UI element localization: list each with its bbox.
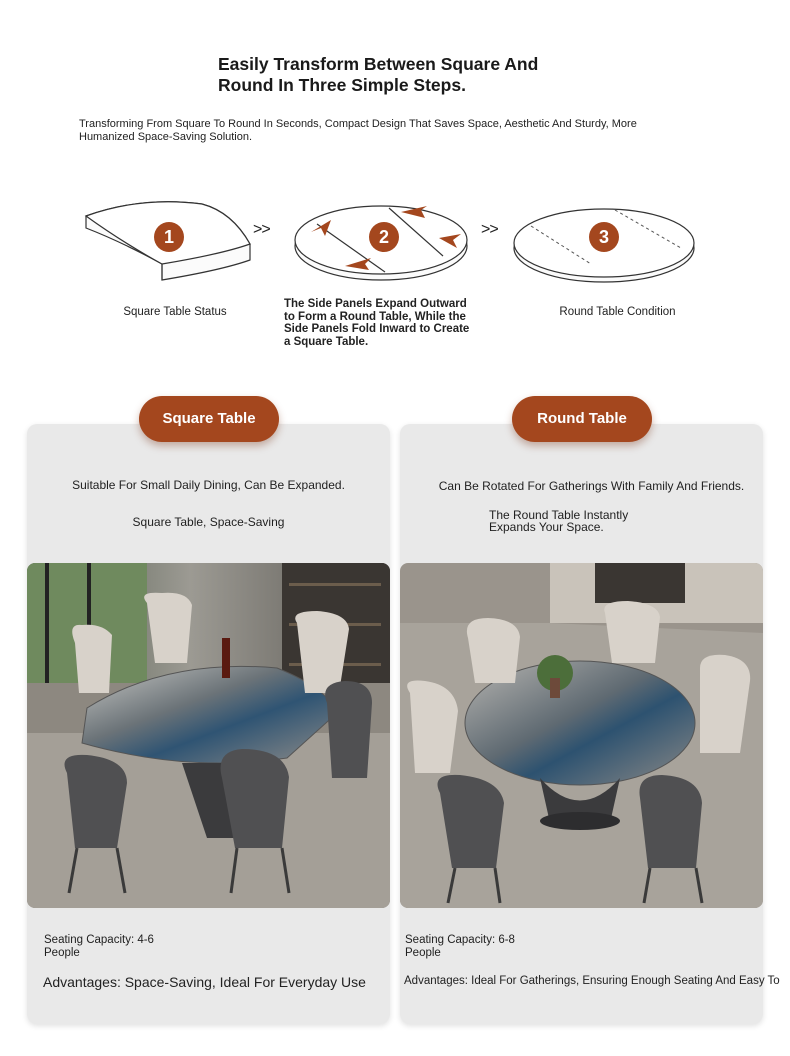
round-table-dining-image — [400, 563, 763, 908]
round-card-line-2b: Expands Your Space. — [489, 520, 604, 534]
step-1-number: 1 — [154, 222, 184, 252]
square-table-photo — [27, 563, 390, 908]
step-3-number: 3 — [589, 222, 619, 252]
round-table-photo — [400, 563, 763, 908]
page-subtitle — [79, 118, 719, 144]
square-card-line-1: Suitable For Small Daily Dining, Can Be Expanded. — [72, 478, 345, 492]
square-capacity-line-1: Seating Capacity: 4-6 — [44, 934, 154, 946]
page-title — [218, 54, 578, 96]
round-card-line-2a: The Round Table Instantly — [489, 508, 629, 522]
round-advantages: Advantages: Ideal For Gatherings, Ensuring Enough Seating And Easy To — [404, 975, 780, 987]
step-2-desc-line: Side Panels Fold Inward to Create — [284, 323, 470, 335]
step-2-desc-line: a Square Table. — [284, 335, 369, 348]
subtitle-line-1: Transforming From Square To Round In Seconds, Compact Design That Saves Space, Aesthetic And Sturdy, More — [79, 118, 637, 130]
square-table-dining-image — [27, 563, 390, 908]
step-separator-1: >> — [253, 221, 270, 238]
subtitle-line-2: Humanized Space-Saving Solution. — [79, 131, 253, 143]
title-line-2: Round In Three Simple Steps. — [218, 75, 466, 95]
step-2-number: 2 — [369, 222, 399, 252]
step-2-desc-line: The Side Panels Expand Outward — [284, 298, 467, 310]
step-1-label: Square Table Status — [123, 306, 227, 318]
step-2-description — [284, 298, 494, 348]
round-table-pill: Round Table — [512, 396, 652, 442]
step-3-label: Round Table Condition — [559, 306, 676, 318]
round-card-line-1: Can Be Rotated For Gatherings With Family And Friends. — [438, 479, 745, 493]
square-capacity-line-2: People — [44, 947, 80, 959]
square-advantages: Advantages: Space-Saving, Ideal For Everyday Use — [43, 974, 366, 990]
square-card-line-2: Square Table, Space-Saving — [132, 515, 285, 529]
step-2-desc-line: to Form a Round Table, While the — [284, 310, 466, 323]
step-separator-2: >> — [481, 221, 498, 238]
round-card-line-2 — [489, 509, 689, 533]
round-capacity — [405, 934, 515, 960]
square-table-pill: Square Table — [139, 396, 279, 442]
title-line-1: Easily Transform Between Square And — [218, 54, 539, 74]
round-capacity-line-2: People — [405, 947, 441, 959]
round-capacity-line-1: Seating Capacity: 6-8 — [405, 934, 515, 946]
square-capacity — [44, 934, 154, 960]
